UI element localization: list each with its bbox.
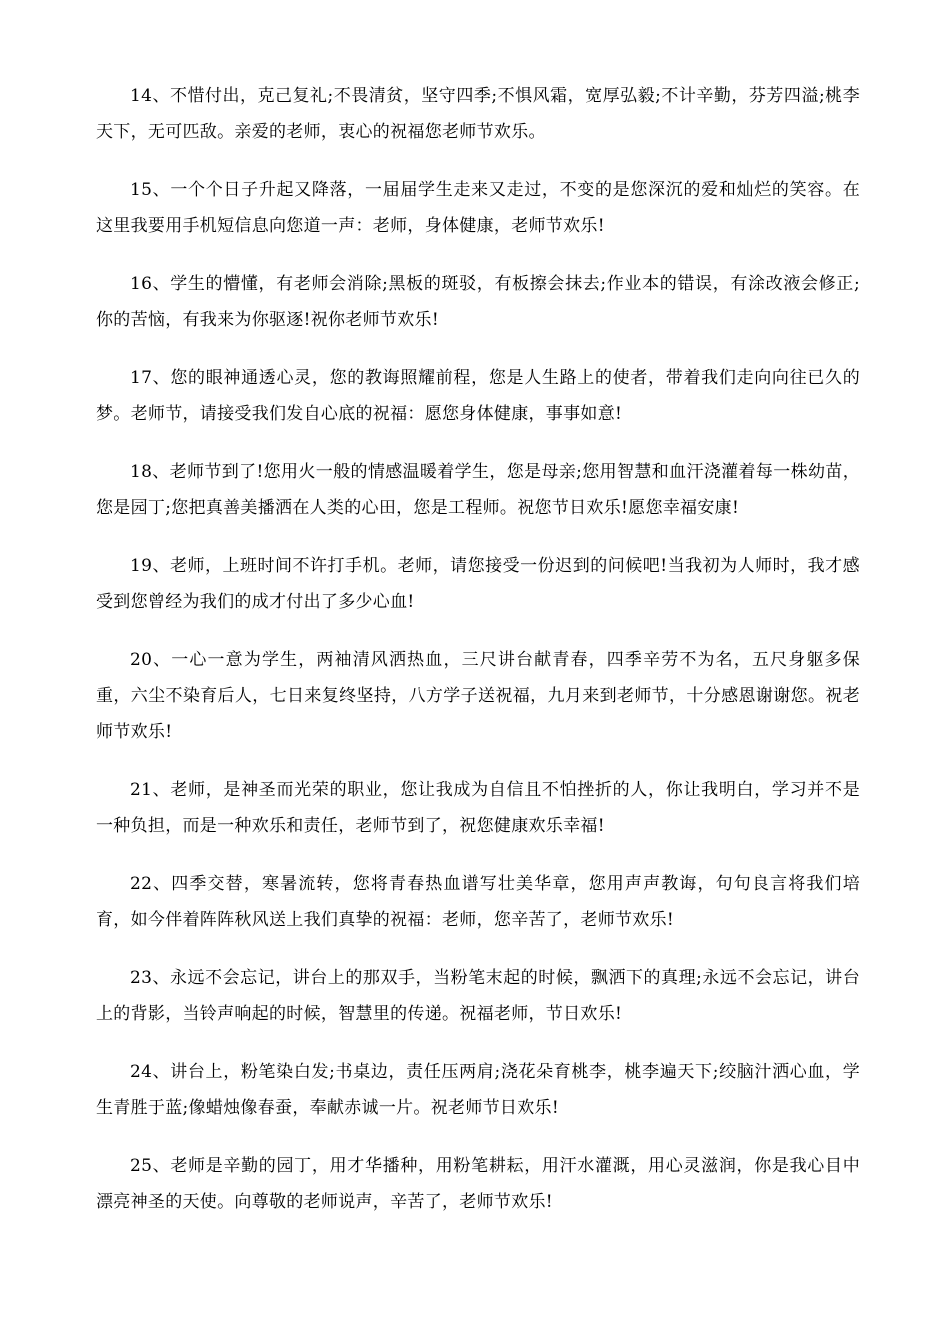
paragraph-18: 18、老师节到了!您用火一般的情感温暖着学生，您是母亲;您用智慧和血汗浇灌着每一株幼苗，您是园丁;您把真善美播洒在人类的心田，您是工程师。祝您节日欢乐!愿您幸福安康! xyxy=(96,462,860,518)
paragraph-22: 22、四季交替，寒暑流转，您将青春热血谱写壮美华章，您用声声教诲，句句良言将我们培育，如今伴着阵阵秋风送上我们真挚的祝福：老师，您辛苦了，老师节欢乐! xyxy=(96,874,860,930)
paragraph-19: 19、老师，上班时间不许打手机。老师，请您接受一份迟到的问候吧!当我初为人师时，我才感受到您曾经为我们的成才付出了多少心血! xyxy=(96,556,860,612)
paragraph-24: 24、讲台上，粉笔染白发;书桌边，责任压两肩;浇花朵育桃李，桃李遍天下;绞脑汁洒心血，学生青胜于蓝;像蜡烛像春蚕，奉献赤诚一片。祝老师节日欢乐! xyxy=(96,1062,860,1118)
paragraph-21: 21、老师，是神圣而光荣的职业，您让我成为自信且不怕挫折的人，你让我明白，学习并不是一种负担，而是一种欢乐和责任，老师节到了，祝您健康欢乐幸福! xyxy=(96,780,860,836)
paragraph-17: 17、您的眼神通透心灵，您的教诲照耀前程，您是人生路上的使者，带着我们走向向往已久的梦。老师节，请接受我们发自心底的祝福：愿您身体健康，事事如意! xyxy=(96,368,860,424)
paragraph-16: 16、学生的懵懂，有老师会消除;黑板的斑驳，有板擦会抹去;作业本的错误，有涂改液会修正;你的苦恼，有我来为你驱逐!祝你老师节欢乐! xyxy=(96,274,860,330)
paragraph-23: 23、永远不会忘记，讲台上的那双手，当粉笔末起的时候，飘洒下的真理;永远不会忘记，讲台上的背影，当铃声响起的时候，智慧里的传递。祝福老师，节日欢乐! xyxy=(96,968,860,1024)
paragraph-14: 14、不惜付出，克己复礼;不畏清贫，坚守四季;不惧风霜，宽厚弘毅;不计辛勤，芬芳四溢;桃李天下，无可匹敌。亲爱的老师，衷心的祝福您老师节欢乐。 xyxy=(96,86,860,142)
paragraph-15: 15、一个个日子升起又降落，一届届学生走来又走过，不变的是您深沉的爱和灿烂的笑容。在这里我要用手机短信息向您道一声：老师，身体健康，老师节欢乐! xyxy=(96,180,860,236)
paragraph-25: 25、老师是辛勤的园丁，用才华播种，用粉笔耕耘，用汗水灌溉，用心灵滋润，你是我心目中漂亮神圣的天使。向尊敬的老师说声，辛苦了，老师节欢乐! xyxy=(96,1156,860,1212)
paragraph-20: 20、一心一意为学生，两袖清风洒热血，三尺讲台献青春，四季辛劳不为名，五尺身躯多保重，六尘不染育后人，七日来复终坚持，八方学子送祝福，九月来到老师节，十分感恩谢谢您。祝老师节欢乐! xyxy=(96,650,860,742)
